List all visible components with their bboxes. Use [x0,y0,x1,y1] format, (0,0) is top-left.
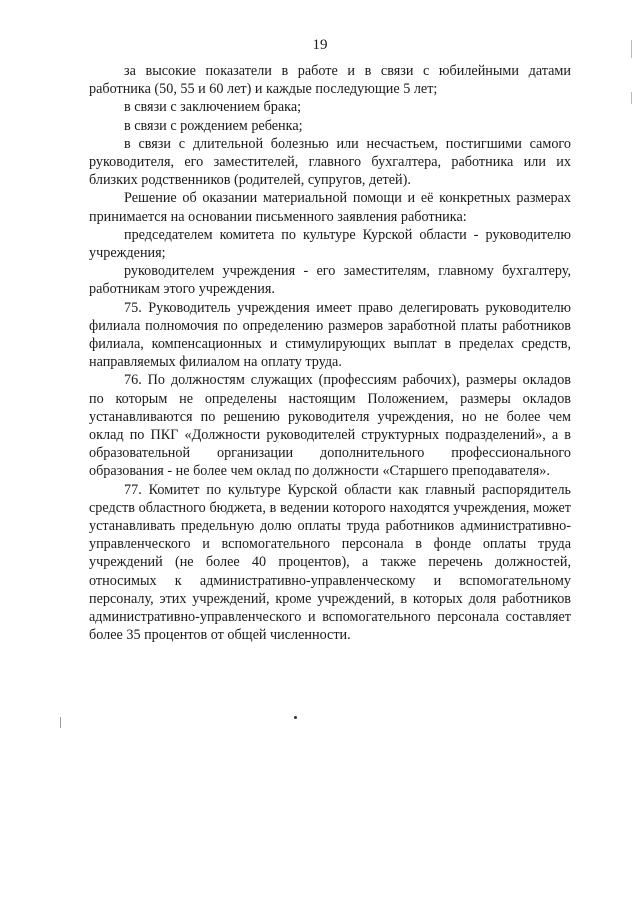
scan-artifact-right [631,92,632,104]
scan-artifact-left [60,717,61,728]
scan-artifact-right-top [631,40,632,58]
paragraph-childbirth: в связи с рождением ребенка; [124,117,303,134]
paragraph-marriage: в связи с заключением брака; [124,99,302,116]
paragraph-clause-77: 77. Комитет по культуре Курской области как главный распорядитель средств областного бюджета, в ведении которого находятся учреждения, может устанавливать предельную долю оплаты труда работников административно-управленческого и вспомогательного персонала в фонде оплаты труда учреждений (не более 40 процентов), а также перечень должностей, относимых к административно-управленческому и вспомогательному персоналу, этих учреждений, кроме учреждений, в которых доля работников административно-управленческого и вспомогательного персонала составляет более 35 процентов от общей численности. [89,481,571,644]
paragraph-clause-76: 76. По должностям служащих (профессиям рабочих), размеры окладов по которым не определены настоящим Положением, размеры окладов устанавливаются по решению руководителя учреждения, но не более чем оклад по ПКГ «Должности руководителей структурных подразделений», а в образовательной организации дополнительного профессионального образования - не более чем оклад по должности «Старшего преподавателя». [89,372,571,480]
document-body [89,62,571,645]
paragraph-committee-chair: председателем комитета по культуре Курской области - руководителю учреждения; [89,226,571,262]
paragraph-illness: в связи с длительной болезнью или несчастьем, постигшими самого руководителя, его заместителей, главного бухгалтера, работника или их близких родственников (родителей, супругов, детей). [89,135,571,189]
paragraph-clause-75: 75. Руководитель учреждения имеет право делегировать руководителю филиала полномочия по определению размеров заработной платы работников филиала, компенсационных и стимулирующих выплат в пределах средств, направляемых филиалом на оплату труда. [89,299,571,371]
paragraph-head-of-institution: руководителем учреждения - его заместителям, главному бухгалтеру, работникам этого учреждения. [89,263,571,298]
paragraph-decision: Решение об оказании материальной помощи и её конкретных размерах принимается на основании письменного заявления работника: [89,190,571,225]
page-number: 19 [312,37,328,53]
paragraph-jubilee: за высокие показатели в работе и в связи с юбилейными датами работника (50, 55 и 60 лет) и каждые последующие 5 лет; [89,63,571,98]
scan-artifact-dot [294,716,297,719]
